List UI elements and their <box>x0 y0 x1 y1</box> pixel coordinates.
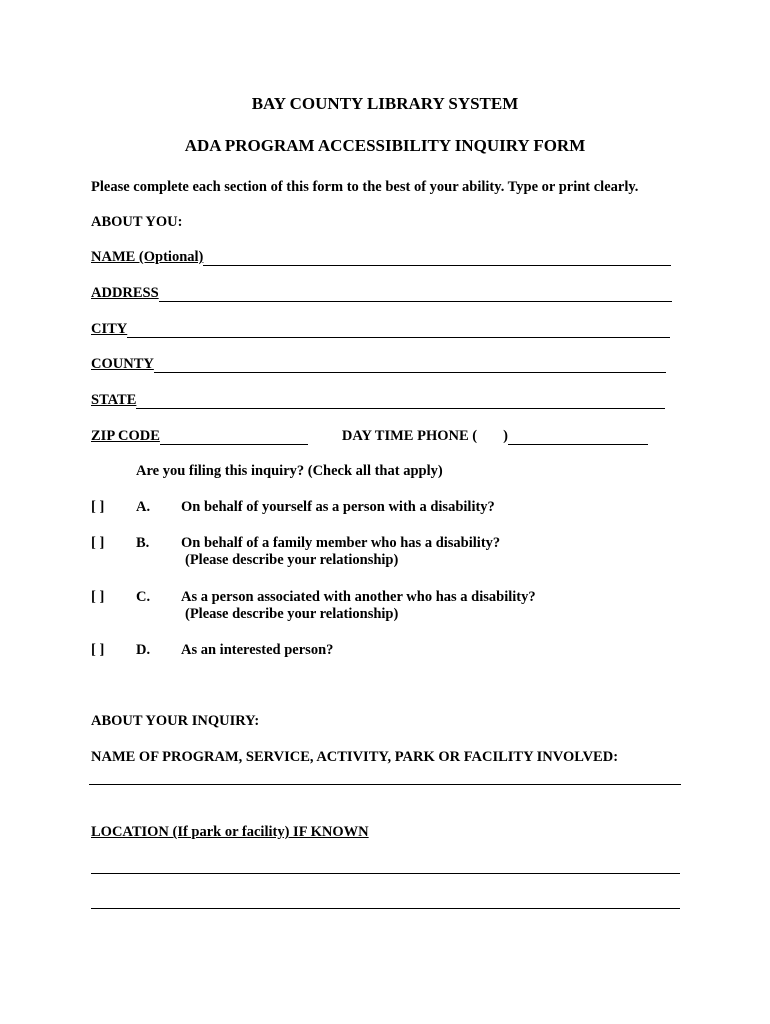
name-label: NAME (Optional) <box>91 249 204 265</box>
option-b-text: On behalf of a family member who has a disability? <box>181 535 501 551</box>
county-label: COUNTY <box>91 356 154 372</box>
zip-phone-row <box>91 427 648 445</box>
option-b-note: (Please describe your relationship) <box>185 552 399 568</box>
location-answer-line-1[interactable] <box>91 873 680 874</box>
option-a-text: On behalf of yourself as a person with a disability? <box>181 499 495 515</box>
phone-line[interactable] <box>508 430 648 445</box>
phone-label: DAY TIME PHONE ( <box>341 428 478 444</box>
city-label: CITY <box>91 321 128 337</box>
checkbox-a[interactable]: [ ] <box>91 499 105 515</box>
phone-close: ) <box>503 428 508 444</box>
option-c-text: As a person associated with another who has a disability? <box>181 589 536 605</box>
location-answer-line-2[interactable] <box>91 908 680 909</box>
city-line[interactable] <box>127 323 670 338</box>
about-you-heading: ABOUT YOU: <box>91 214 183 230</box>
name-line[interactable] <box>203 251 671 266</box>
program-label: NAME OF PROGRAM, SERVICE, ACTIVITY, PARK OR FACILITY INVOLVED: <box>91 749 619 765</box>
form-title: ADA PROGRAM ACCESSIBILITY INQUIRY FORM <box>184 136 586 155</box>
option-c-letter: C. <box>136 589 151 605</box>
filing-question: Are you filing this inquiry? (Check all that apply) <box>136 463 443 479</box>
address-field[interactable] <box>91 284 672 302</box>
checkbox-c[interactable]: [ ] <box>91 589 105 605</box>
county-line[interactable] <box>154 358 666 373</box>
address-label: ADDRESS <box>91 285 159 301</box>
address-line[interactable] <box>159 287 672 302</box>
program-answer-line[interactable] <box>89 784 681 785</box>
option-d-text: As an interested person? <box>181 642 334 658</box>
state-label: STATE <box>91 392 137 408</box>
checkbox-d[interactable]: [ ] <box>91 642 105 658</box>
checkbox-b[interactable]: [ ] <box>91 535 105 551</box>
option-d-letter: D. <box>136 642 151 658</box>
location-label: LOCATION (If park or facility) IF KNOWN <box>91 824 369 840</box>
option-b-letter: B. <box>136 535 150 551</box>
option-c-note: (Please describe your relationship) <box>185 606 399 622</box>
state-line[interactable] <box>136 394 665 409</box>
zip-label: ZIP CODE <box>91 428 160 444</box>
organization-title: BAY COUNTY LIBRARY SYSTEM <box>251 94 519 113</box>
option-a-letter: A. <box>136 499 151 515</box>
instructions-text: Please complete each section of this form to the best of your ability. Type or print clearly. <box>91 179 639 195</box>
zip-line[interactable] <box>160 430 308 445</box>
state-field[interactable] <box>91 391 665 409</box>
county-field[interactable] <box>91 355 666 373</box>
city-field[interactable] <box>91 320 670 338</box>
about-inquiry-heading: ABOUT YOUR INQUIRY: <box>91 713 260 729</box>
name-field[interactable] <box>91 248 671 266</box>
